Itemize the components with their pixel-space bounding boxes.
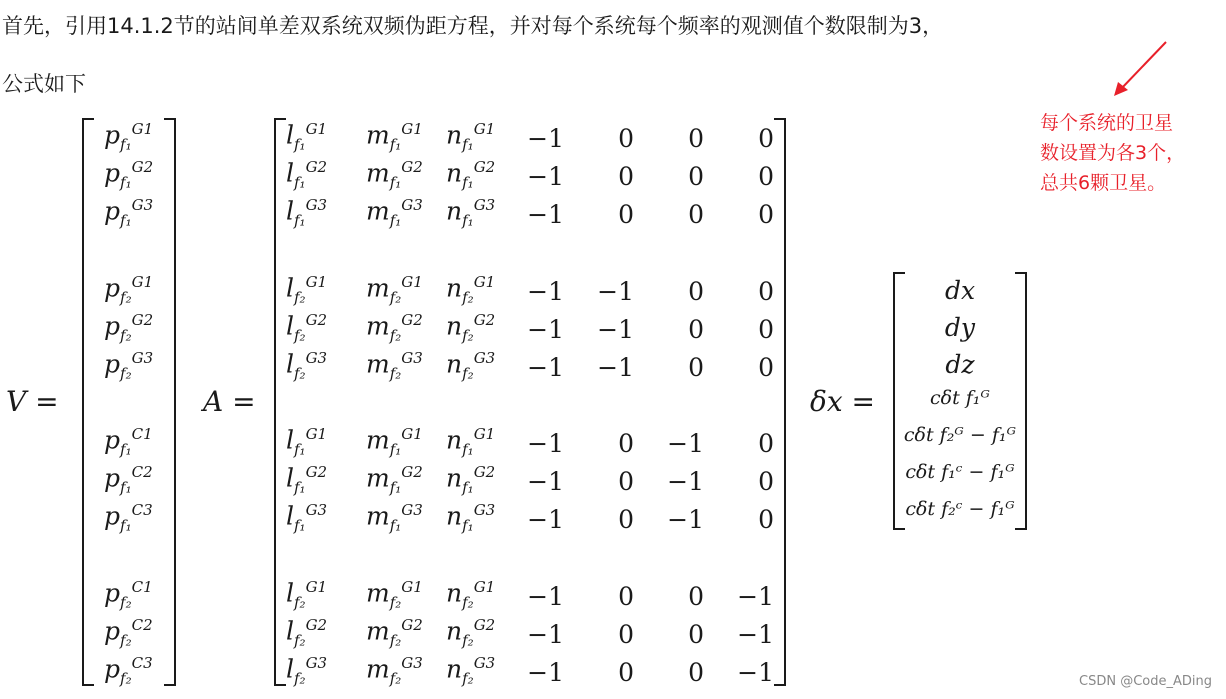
a-entry: $l_{f_1}^{G2}$ — [286, 463, 328, 497]
right-bracket — [164, 118, 176, 686]
a-entry-value: 0 — [618, 429, 634, 458]
a-entry-value: 0 — [618, 620, 634, 649]
a-entry-value: −1 — [527, 162, 564, 191]
a-entry: $m_{f_2}^{G3}$ — [366, 349, 423, 383]
v-entry: $p_{f_2}^{G3}$ — [104, 349, 154, 383]
a-entry-value: 0 — [758, 200, 774, 229]
a-entry-value: −1 — [737, 658, 774, 687]
a-entry: $m_{f_1}^{G3}$ — [366, 501, 423, 535]
a-entry: $l_{f_1}^{G3}$ — [286, 196, 328, 230]
v-label: V = — [6, 385, 59, 418]
a-entry: $m_{f_1}^{G3}$ — [366, 196, 423, 230]
a-entry: $n_{f_1}^{G1}$ — [446, 425, 496, 459]
a-entry-value: 0 — [618, 200, 634, 229]
a-entry: $n_{f_1}^{G3}$ — [446, 196, 496, 230]
dx-label: δx = — [810, 385, 876, 418]
v-entry: $p_{f_1}^{C2}$ — [104, 463, 153, 497]
a-entry: $n_{f_2}^{G1}$ — [446, 578, 496, 612]
a-entry-value: 0 — [758, 162, 774, 191]
a-entry: $n_{f_2}^{G1}$ — [446, 273, 496, 307]
a-entry-value: 0 — [758, 277, 774, 306]
a-entry: $l_{f_2}^{G1}$ — [286, 578, 328, 612]
a-entry: $m_{f_1}^{G1}$ — [366, 120, 423, 154]
v-entry: $p_{f_2}^{G2}$ — [104, 311, 154, 345]
a-entry: $m_{f_1}^{G2}$ — [366, 463, 423, 497]
a-entry: $l_{f_2}^{G3}$ — [286, 654, 328, 688]
a-entry-value: −1 — [597, 353, 634, 382]
v-entry: $p_{f_1}^{C1}$ — [104, 425, 153, 459]
intro-text: 首先，引用14.1.2节的站间单差双系统双频伪距方程，并对每个系统每个频率的观测值个数限制为3， — [2, 14, 944, 38]
annotation-line-1: 每个系统的卫星 — [1040, 112, 1174, 134]
a-entry: $l_{f_2}^{G2}$ — [286, 311, 328, 345]
a-entry-value: −1 — [667, 505, 704, 534]
annotation — [1040, 108, 1225, 198]
a-entry: $l_{f_2}^{G3}$ — [286, 349, 328, 383]
a-entry: $n_{f_1}^{G1}$ — [446, 120, 496, 154]
a-entry-value: 0 — [688, 658, 704, 687]
a-entry-value: 0 — [758, 353, 774, 382]
a-entry: $m_{f_1}^{G2}$ — [366, 158, 423, 192]
a-entry: $n_{f_1}^{G2}$ — [446, 463, 496, 497]
v-entry: $p_{f_1}^{G1}$ — [104, 120, 154, 154]
a-entry-value: −1 — [527, 505, 564, 534]
a-entry: $m_{f_2}^{G3}$ — [366, 654, 423, 688]
a-entry-value: 0 — [758, 429, 774, 458]
dx-entry: dy — [944, 313, 976, 342]
a-entry: $n_{f_2}^{G2}$ — [446, 311, 496, 345]
a-entry-value: 0 — [688, 353, 704, 382]
dx-entry: cδt f₂ᶜ − f₁ᴳ — [905, 498, 1015, 520]
intro-text-2: 公式如下 — [2, 72, 86, 96]
left-bracket — [82, 118, 94, 686]
a-entry: $m_{f_2}^{G2}$ — [366, 311, 423, 345]
v-entry: $p_{f_2}^{C1}$ — [104, 578, 153, 612]
a-entry-value: 0 — [758, 467, 774, 496]
annotation-line-2: 数设置为各3个， — [1040, 142, 1186, 164]
a-entry-value: −1 — [527, 200, 564, 229]
a-entry-value: 0 — [688, 200, 704, 229]
a-entry-value: −1 — [527, 620, 564, 649]
a-entry-value: −1 — [737, 620, 774, 649]
a-entry-value: −1 — [667, 429, 704, 458]
a-entry: $n_{f_1}^{G2}$ — [446, 158, 496, 192]
a-entry: $n_{f_2}^{G3}$ — [446, 349, 496, 383]
a-entry-value: −1 — [527, 429, 564, 458]
a-entry-value: −1 — [527, 315, 564, 344]
annotation-line-3: 总共6颗卫星。 — [1040, 172, 1167, 194]
v-entry: $p_{f_1}^{C3}$ — [104, 501, 153, 535]
a-entry-value: 0 — [688, 277, 704, 306]
dx-entry: cδt f₂ᴳ − f₁ᴳ — [903, 424, 1017, 446]
a-entry-value: −1 — [667, 467, 704, 496]
a-entry: $m_{f_1}^{G1}$ — [366, 425, 423, 459]
a-entry-value: −1 — [737, 582, 774, 611]
v-entry: $p_{f_1}^{G2}$ — [104, 158, 154, 192]
a-entry-value: −1 — [527, 658, 564, 687]
a-entry: $l_{f_1}^{G1}$ — [286, 120, 328, 154]
a-matrix — [274, 118, 786, 686]
dx-entry: cδt f₁ᶜ − f₁ᴳ — [905, 461, 1015, 483]
dx-entry: dx — [944, 276, 976, 305]
left-bracket — [274, 118, 286, 686]
a-entry-value: −1 — [527, 124, 564, 153]
v-entry: $p_{f_2}^{C2}$ — [104, 616, 153, 650]
a-entry-value: 0 — [688, 162, 704, 191]
a-entry: $m_{f_2}^{G1}$ — [366, 578, 423, 612]
a-entry-value: 0 — [758, 505, 774, 534]
a-entry: $m_{f_2}^{G1}$ — [366, 273, 423, 307]
a-entry-value: 0 — [618, 582, 634, 611]
a-entry-value: 0 — [618, 658, 634, 687]
a-entry: $l_{f_1}^{G1}$ — [286, 425, 328, 459]
dx-entry: dz — [945, 350, 975, 379]
a-entry-value: 0 — [688, 124, 704, 153]
v-entry: $p_{f_2}^{G1}$ — [104, 273, 154, 307]
a-entry: $l_{f_1}^{G3}$ — [286, 501, 328, 535]
a-entry-value: 0 — [688, 315, 704, 344]
v-entry: $p_{f_1}^{G3}$ — [104, 196, 154, 230]
a-label: A = — [203, 385, 256, 418]
a-entry-value: −1 — [597, 277, 634, 306]
dx-entry: cδt f₁ᴳ — [930, 387, 990, 409]
v-vector — [82, 118, 176, 686]
a-entry: $m_{f_2}^{G2}$ — [366, 616, 423, 650]
watermark: CSDN @Code_ADing — [1079, 674, 1212, 689]
a-entry-value: 0 — [618, 124, 634, 153]
a-entry: $n_{f_2}^{G3}$ — [446, 654, 496, 688]
a-entry: $n_{f_1}^{G3}$ — [446, 501, 496, 535]
a-entry: $l_{f_2}^{G1}$ — [286, 273, 328, 307]
a-entry-value: −1 — [527, 582, 564, 611]
a-entry-value: 0 — [618, 467, 634, 496]
right-bracket — [774, 118, 786, 686]
a-entry: $l_{f_2}^{G2}$ — [286, 616, 328, 650]
v-entry: $p_{f_2}^{C3}$ — [104, 654, 153, 688]
a-entry-value: 0 — [688, 620, 704, 649]
dx-vector — [893, 272, 1027, 530]
annotation-arrow-icon — [1108, 40, 1168, 100]
a-entry-value: −1 — [597, 315, 634, 344]
a-entry: $l_{f_1}^{G2}$ — [286, 158, 328, 192]
a-entry-value: 0 — [688, 582, 704, 611]
a-entry-value: 0 — [618, 505, 634, 534]
a-entry-value: 0 — [758, 315, 774, 344]
a-entry-value: −1 — [527, 467, 564, 496]
a-entry-value: 0 — [618, 162, 634, 191]
a-entry-value: −1 — [527, 277, 564, 306]
a-entry: $n_{f_2}^{G2}$ — [446, 616, 496, 650]
a-entry-value: −1 — [527, 353, 564, 382]
a-entry-value: 0 — [758, 124, 774, 153]
